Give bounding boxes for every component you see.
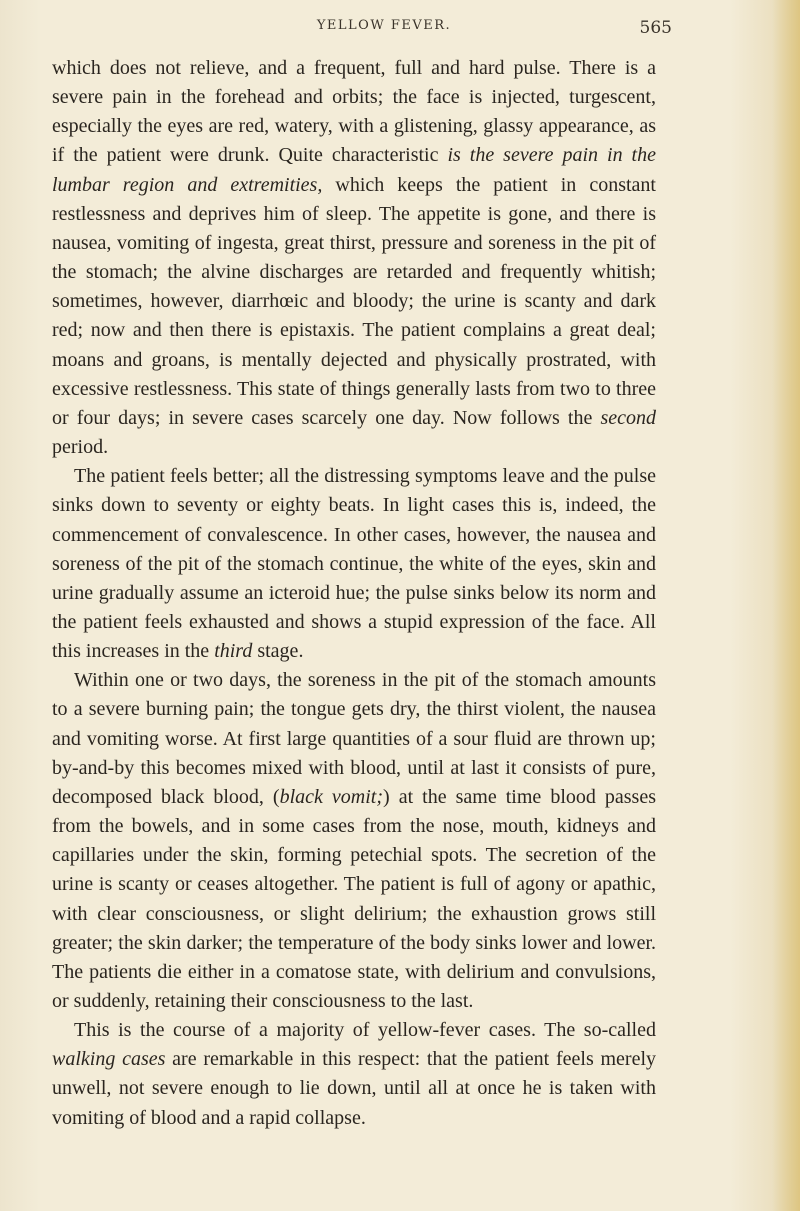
text-run: The patient feels better; all the distressing symptoms leave and the pulse sinks down to seventy or eighty beats. In light cases this is, indeed, the commencement of convalescence. In other cases, however, the nausea and soreness of the pit of the stomach continue, the white of the eyes, skin and urine gradually assume an icteroid hue; the pulse sinks below its norm and the patient feels exhausted and shows a stupid expression of the face. All this increases in the xyxy=(52,465,656,663)
italic-text: third xyxy=(214,640,253,663)
text-run: Within one or two days, the soreness in the pit of the stomach amounts to a severe burning pain; the tongue gets dry, the thirst violent, the nausea and vomiting worse. At first large quantities of a sour fluid are thrown up; by-and-by this becomes mixed with blood, until at last it consists of pure, decomposed black blood, ( xyxy=(52,669,656,808)
text-run: which keeps the patient in constant restlessness and deprives him of sleep. The appetite is gone, and there is nausea, vomiting of ingesta, great thirst, pressure and soreness in the pit of the stomach; the alvine discharges are retarded and frequently whitish; sometimes, however, diarrhœic and bloody; the urine is scanty and dark red; now and then there is epistaxis. The patient complains a great deal; moans and groans, is mentally dejected and physically prostrated, with excessive restlessness. This state of things generally lasts from two to three or four days; in severe cases scarcely one day. Now follows the xyxy=(52,173,656,429)
text-run: ) at the same time blood passes from the bowels, and in some cases from the nose, mouth, kidneys and capillaries under the skin, forming petechial spots. The secretion of the urine is scanty or ceases altogether. The patient is full of agony or apathic, with clear consciousness, or slight delirium; the exhaustion grows still greater; the skin darker; the temperature of the body sinks lower and lower. The patients die either in a comatose state, with delirium and convulsions, or suddenly, retaining their consciousness to the last. xyxy=(52,785,657,1012)
running-title: YELLOW FEVER. xyxy=(316,18,452,33)
text-run: which does not relieve, and a frequent, full and hard pulse. There is a severe pain in the forehead and orbits; the face is injected, turgescent, especially the eyes are red, watery, with a glistening, glassy appearance, as if the patient were drunk. Quite characteristic xyxy=(52,57,656,167)
italic-text: black vomit; xyxy=(279,785,384,808)
italic-text: second xyxy=(600,406,656,429)
paragraph-4 xyxy=(52,1016,656,1133)
italic-text: walking cases xyxy=(52,1048,166,1071)
page-edge-shadow xyxy=(772,0,800,1211)
italic-text: is the severe pain in the lumbar region and extremities, xyxy=(52,144,656,196)
text-run: period. xyxy=(52,436,109,459)
text-run: This is the course of a majority of yellow-fever cases. The so-called xyxy=(74,1019,656,1042)
body-text xyxy=(52,54,656,1133)
text-run: are remarkable in this respect: that the patient feels merely unwell, not severe enough to lie down, until all at once he is taken with vomiting of blood and a rapid collapse. xyxy=(52,1048,657,1129)
page-number: 565 xyxy=(639,18,672,38)
paragraph-3 xyxy=(52,666,656,1016)
page-header xyxy=(96,18,672,42)
paragraph-2 xyxy=(52,462,656,666)
paragraph-1 xyxy=(52,54,656,462)
text-run: stage. xyxy=(252,640,304,663)
